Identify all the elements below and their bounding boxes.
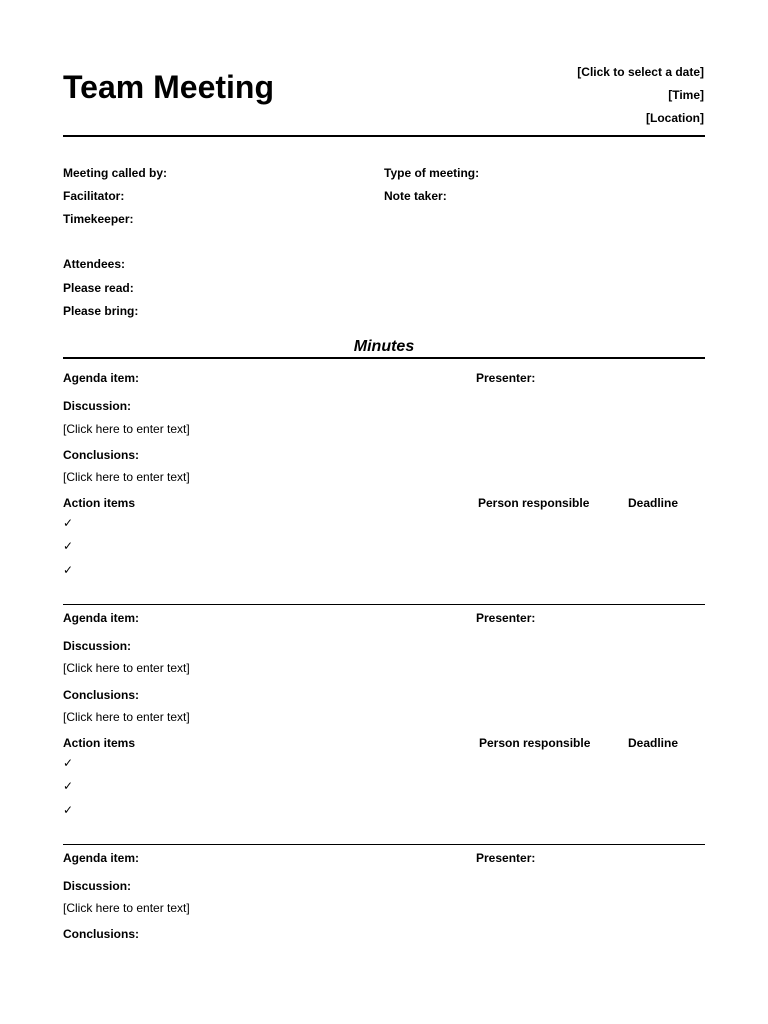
action-items-label: Action items bbox=[63, 496, 136, 510]
minutes-heading: Minutes bbox=[353, 338, 415, 355]
conclusions-label: Conclusions: bbox=[63, 448, 140, 462]
check-icon[interactable]: ✓ bbox=[63, 563, 74, 577]
agenda-item-label: Agenda item: bbox=[63, 851, 140, 865]
please-bring-label: Please bring: bbox=[63, 304, 139, 318]
conclusions-label: Conclusions: bbox=[63, 688, 140, 702]
check-icon[interactable]: ✓ bbox=[63, 539, 74, 553]
agenda-divider bbox=[63, 604, 705, 605]
attendees-label: Attendees: bbox=[63, 257, 126, 271]
check-icon[interactable]: ✓ bbox=[63, 803, 74, 817]
person-responsible-label: Person responsible bbox=[478, 496, 590, 510]
discussion-text-field[interactable]: [Click here to enter text] bbox=[63, 901, 190, 915]
discussion-label: Discussion: bbox=[63, 639, 132, 653]
person-responsible-label: Person responsible bbox=[479, 736, 591, 750]
check-icon[interactable]: ✓ bbox=[63, 756, 74, 770]
type-of-meeting-label: Type of meeting: bbox=[384, 166, 480, 180]
action-items-label: Action items bbox=[63, 736, 136, 750]
agenda-divider bbox=[63, 844, 705, 845]
discussion-text-field[interactable]: [Click here to enter text] bbox=[63, 661, 190, 675]
check-icon[interactable]: ✓ bbox=[63, 516, 74, 530]
deadline-label: Deadline bbox=[628, 496, 679, 510]
minutes-divider bbox=[63, 357, 705, 359]
facilitator-label: Facilitator: bbox=[63, 189, 125, 203]
conclusions-label: Conclusions: bbox=[63, 927, 140, 941]
timekeeper-label: Timekeeper: bbox=[63, 212, 134, 226]
date-picker-field[interactable]: [Click to select a date] bbox=[577, 65, 704, 79]
time-field[interactable]: [Time] bbox=[668, 88, 704, 102]
agenda-item-label: Agenda item: bbox=[63, 611, 140, 625]
agenda-item-label: Agenda item: bbox=[63, 371, 140, 385]
presenter-label: Presenter: bbox=[476, 611, 536, 625]
discussion-label: Discussion: bbox=[63, 879, 132, 893]
please-read-label: Please read: bbox=[63, 281, 134, 295]
meeting-called-by-label: Meeting called by: bbox=[63, 166, 168, 180]
presenter-label: Presenter: bbox=[476, 851, 536, 865]
header-divider bbox=[63, 135, 705, 137]
deadline-label: Deadline bbox=[628, 736, 679, 750]
discussion-text-field[interactable]: [Click here to enter text] bbox=[63, 422, 190, 436]
check-icon[interactable]: ✓ bbox=[63, 779, 74, 793]
conclusions-text-field[interactable]: [Click here to enter text] bbox=[63, 470, 190, 484]
discussion-label: Discussion: bbox=[63, 399, 132, 413]
presenter-label: Presenter: bbox=[476, 371, 536, 385]
note-taker-label: Note taker: bbox=[384, 189, 447, 203]
location-field[interactable]: [Location] bbox=[646, 111, 704, 125]
page-title: Team Meeting bbox=[63, 69, 274, 105]
conclusions-text-field[interactable]: [Click here to enter text] bbox=[63, 710, 190, 724]
